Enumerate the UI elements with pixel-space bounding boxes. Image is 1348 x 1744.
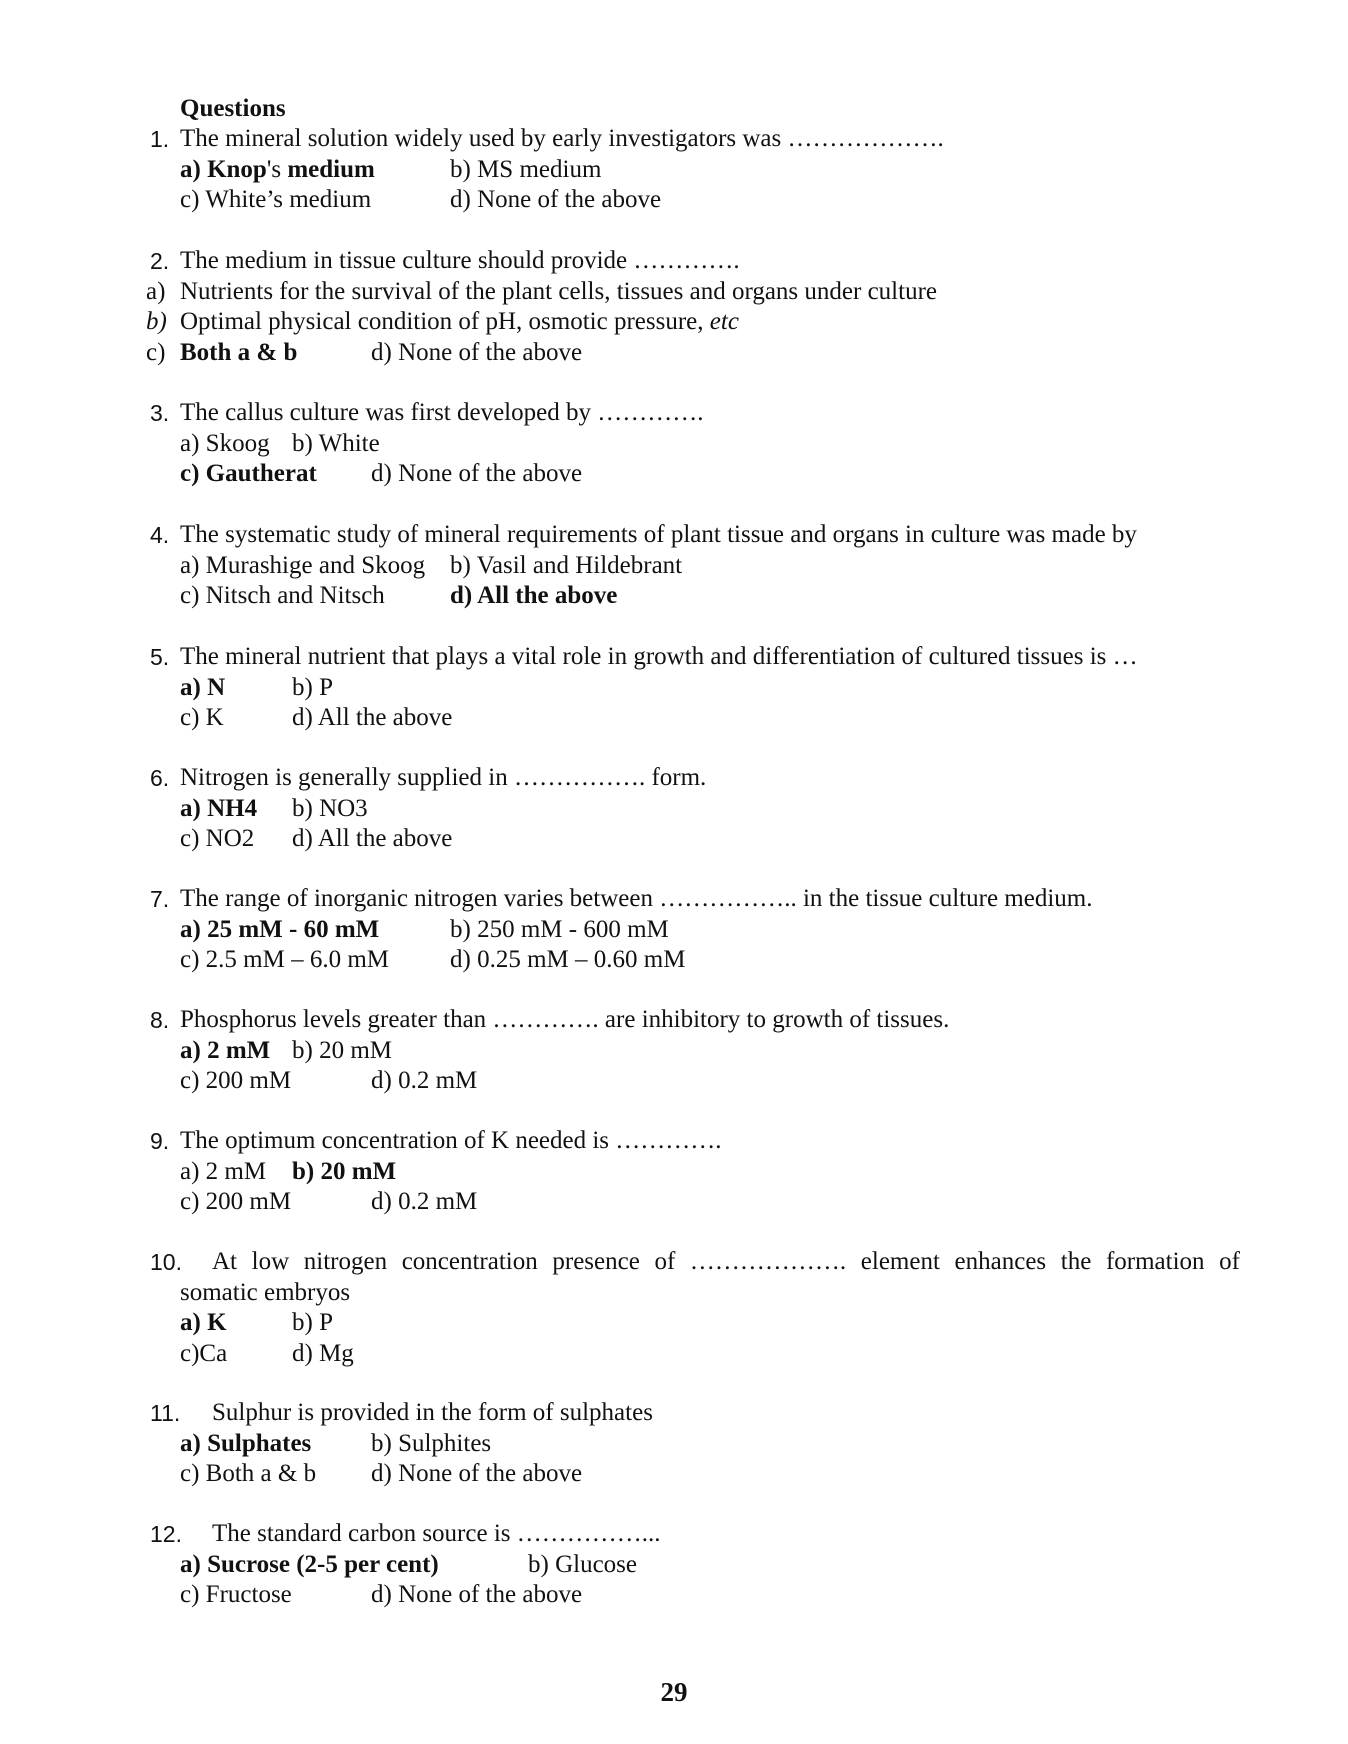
option-a: a) K [180, 1309, 227, 1336]
question-stem: Nitrogen is generally supplied in ……………. form. [180, 764, 707, 791]
option-d: d) None of the above [450, 186, 662, 213]
option-c: c) NO2 [180, 825, 255, 852]
question-stem: Sulphur is provided in the form of sulphates [212, 1399, 653, 1426]
section-heading: Questions [180, 95, 286, 122]
option-d: d) None of the above [371, 460, 583, 487]
question-7 [0, 884, 1348, 976]
option-b: b) Glucose [528, 1550, 637, 1578]
option-d: d) 0.2 mM [371, 1067, 478, 1094]
question-stem: The systematic study of mineral requirements of plant tissue and organs in culture was made by [180, 521, 1137, 548]
option-c: c)Ca [180, 1339, 228, 1367]
option-b: b) 20 mM [292, 1157, 397, 1185]
question-number: 7. [150, 886, 170, 912]
option-b: b) MS medium [450, 155, 602, 183]
question-9 [0, 1126, 1348, 1218]
question-stem: The range of inorganic nitrogen varies between …………….. in the tissue culture medium. [180, 885, 1093, 912]
question-stem: The medium in tissue culture should provide …………. [180, 247, 740, 274]
question-stem: The mineral nutrient that plays a vital role in growth and differentiation of cultured tissues is … [180, 643, 1138, 670]
option-b: b) 250 mM - 600 mM [450, 915, 669, 943]
question-number: 2. [150, 248, 170, 274]
option-a: a) N [180, 673, 226, 701]
option-a: a) 2 mM [180, 1157, 267, 1185]
option-d: d) Mg [292, 1339, 354, 1367]
option-d: d) 0.2 mM [371, 1188, 478, 1215]
question-5 [0, 642, 1348, 734]
question-number: 1. [150, 126, 170, 152]
option-d: d) None of the above [371, 1581, 583, 1608]
option-c: Both a & b [180, 338, 298, 366]
option-a: a) 2 mM [180, 1036, 271, 1064]
option-a: a) NH4 [180, 794, 258, 822]
question-number: 6. [150, 765, 170, 791]
option-a: Nutrients for the survival of the plant cells, tissues and organs under culture [180, 277, 937, 305]
option-d: d) None of the above [371, 338, 583, 366]
option-b: b) White [292, 429, 380, 457]
option-a: a) Knop's medium [180, 155, 375, 183]
question-stem: At low nitrogen concentration presence of ………………. element enhances the formation of [212, 1248, 1240, 1275]
question-2 [0, 246, 1348, 368]
question-stem-continued: somatic embryos [180, 1278, 351, 1306]
question-number: 10. [150, 1249, 182, 1275]
option-c-label: c) [146, 338, 166, 366]
option-d: d) All the above [292, 825, 453, 852]
question-stem: The callus culture was first developed by …………. [180, 399, 704, 426]
option-a: a) 25 mM - 60 mM [180, 915, 380, 943]
question-number: 9. [150, 1128, 170, 1154]
option-b: b) P [292, 673, 333, 701]
option-c: c) Fructose [180, 1581, 292, 1608]
option-a-label: a) [146, 277, 166, 305]
question-number: 4. [150, 522, 170, 548]
option-b: Optimal physical condition of pH, osmotic pressure, etc [180, 308, 739, 335]
question-4 [0, 520, 1348, 612]
page-number: 29 [660, 1677, 688, 1707]
option-c: c) K [180, 704, 224, 731]
option-a: a) Murashige and Skoog [180, 551, 426, 579]
question-3 [0, 398, 1348, 490]
question-stem: The standard carbon source is ……………... [212, 1520, 661, 1547]
option-c: c) Gautherat [180, 460, 317, 487]
question-number: 3. [150, 400, 170, 426]
question-6 [0, 763, 1348, 855]
option-d: d) All the above [450, 582, 618, 609]
option-a: a) Sucrose (2-5 per cent) [180, 1550, 439, 1578]
option-a: a) Sulphates [180, 1429, 312, 1457]
option-b: b) P [292, 1309, 333, 1336]
option-b: b) Sulphites [371, 1429, 492, 1457]
question-10 [0, 1247, 1348, 1369]
option-d: d) 0.25 mM – 0.60 mM [450, 946, 686, 973]
option-b: b) 20 mM [292, 1036, 392, 1064]
question-number: 8. [150, 1007, 170, 1033]
question-12 [0, 1519, 1348, 1611]
option-c: c) 2.5 mM – 6.0 mM [180, 946, 390, 973]
option-c: c) 200 mM [180, 1067, 292, 1094]
option-c: c) White’s medium [180, 186, 372, 213]
question-number: 11. [150, 1400, 181, 1426]
option-c: c) 200 mM [180, 1188, 292, 1215]
question-stem: Phosphorus levels greater than …………. are inhibitory to growth of tissues. [180, 1006, 950, 1033]
question-8 [0, 1005, 1348, 1097]
option-b-label: b) [146, 308, 167, 335]
option-d: d) All the above [292, 704, 453, 731]
option-d: d) None of the above [371, 1460, 583, 1487]
question-11 [0, 1398, 1348, 1490]
option-b: b) Vasil and Hildebrant [450, 551, 683, 579]
option-b: b) NO3 [292, 794, 368, 822]
question-1 [0, 124, 1348, 216]
question-number: 12. [150, 1521, 182, 1547]
question-number: 5. [150, 644, 170, 670]
question-stem: The mineral solution widely used by early investigators was ………………. [180, 125, 944, 152]
question-stem: The optimum concentration of K needed is …………. [180, 1127, 722, 1154]
option-c: c) Both a & b [180, 1460, 317, 1487]
option-a: a) Skoog [180, 429, 270, 457]
option-c: c) Nitsch and Nitsch [180, 582, 385, 609]
